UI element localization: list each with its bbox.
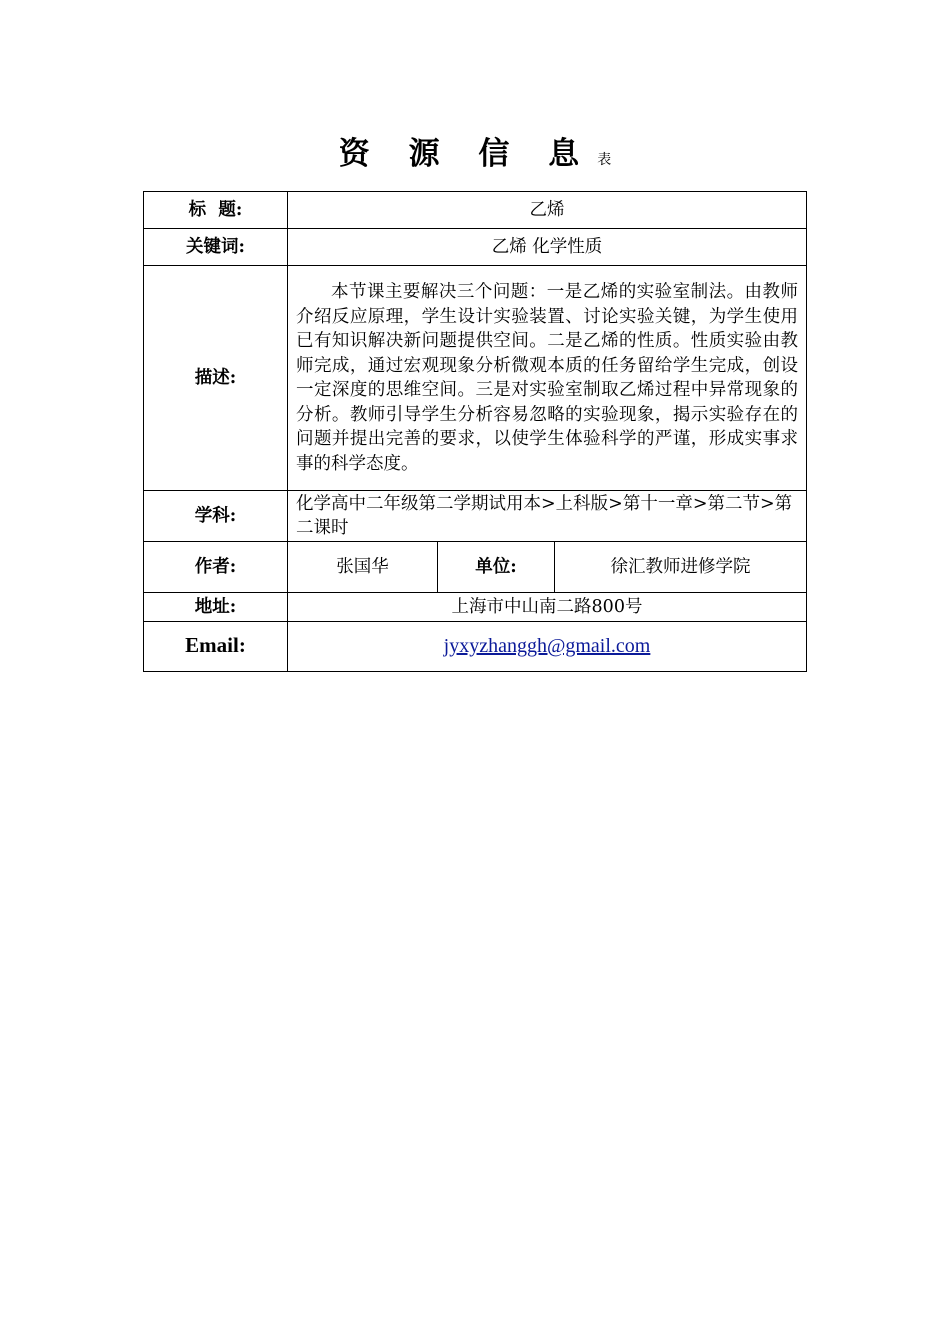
row-subject [144, 491, 807, 542]
row-address [144, 593, 807, 622]
unit-value: 徐汇教师进修学院 [555, 542, 807, 593]
title-subtitle: 表 [597, 152, 612, 168]
row-description [144, 266, 807, 491]
author-label: 作者: [144, 542, 288, 593]
author-value: 张国华 [288, 542, 438, 593]
email-link[interactable]: jyxyzhanggh@gmail.com [443, 634, 651, 657]
document-title [0, 128, 950, 173]
unit-label: 单位: [438, 542, 555, 593]
keywords-label: 关键词: [144, 229, 288, 266]
row-email [144, 622, 807, 672]
title-main: 资 源 信 息 [338, 136, 594, 172]
subject-label: 学科: [144, 491, 288, 542]
title-label: 标 题: [144, 192, 288, 229]
email-label: Email: [185, 633, 246, 658]
description-label: 描述: [144, 266, 288, 491]
address-value: 上海市中山南二路800号 [288, 593, 807, 622]
email-label-cell [144, 622, 288, 672]
row-keywords [144, 229, 807, 266]
row-title [144, 192, 807, 229]
resource-info-table [143, 191, 807, 672]
subject-value: 化学高中二年级第二学期试用本>上科版>第十一章>第二节>第二课时 [288, 491, 807, 542]
email-value-cell [288, 622, 807, 672]
description-value: 本节课主要解决三个问题：一是乙烯的实验室制法。由教师介绍反应原理，学生设计实验装置、讨论实验关键，为学生使用已有知识解决新问题提供空间。二是乙烯的性质。性质实验由教师完成，通过宏观现象分析微观本质的任务留给学生完成，创设一定深度的思维空间。三是对实验室制取乙烯过程中异常现象的分析。教师引导学生分析容易忽略的实验现象，揭示实验存在的问题并提出完善的要求，以使学生体验科学的严谨，形成实事求事的科学态度。 [288, 266, 807, 491]
title-value: 乙烯 [288, 192, 807, 229]
address-label: 地址: [144, 593, 288, 622]
row-author [144, 542, 807, 593]
keywords-value: 乙烯 化学性质 [288, 229, 807, 266]
